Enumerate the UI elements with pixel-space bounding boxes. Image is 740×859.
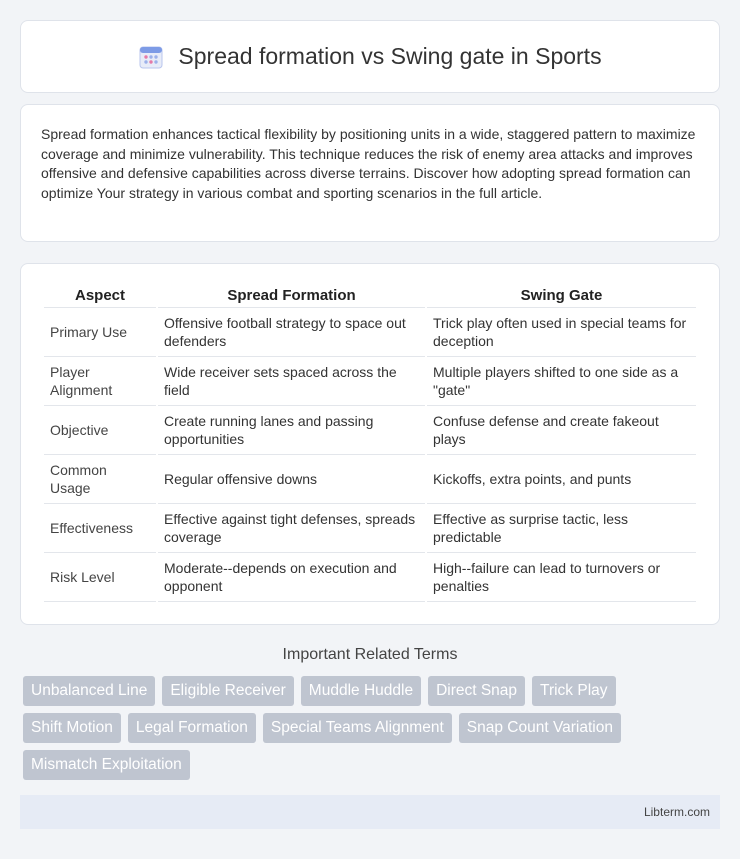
- table-row: [44, 504, 696, 553]
- related-terms-title: Important Related Terms: [282, 646, 458, 663]
- related-term-tag[interactable]: Special Teams Alignment: [263, 713, 452, 743]
- related-terms-list: [20, 676, 720, 780]
- comparison-table: [42, 284, 698, 602]
- header-aspect: Aspect: [44, 284, 156, 308]
- related-term-tag[interactable]: Mismatch Exploitation: [23, 750, 190, 780]
- page-title: Spread formation vs Swing gate in Sports: [178, 43, 602, 69]
- footer: [20, 795, 720, 829]
- related-term-tag[interactable]: Snap Count Variation: [459, 713, 621, 743]
- row-swing-value: Multiple players shifted to one side as a "gate": [427, 357, 696, 406]
- row-swing-value: High--failure can lead to turnovers or penalties: [427, 553, 696, 602]
- table-row: [44, 357, 696, 406]
- footer-site-link[interactable]: Libterm.com: [643, 805, 710, 819]
- related-term-tag[interactable]: Legal Formation: [128, 713, 256, 743]
- row-aspect: Objective: [44, 406, 156, 455]
- row-spread-value: Effective against tight defenses, spreads coverage: [158, 504, 425, 553]
- row-spread-value: Regular offensive downs: [158, 455, 425, 504]
- row-aspect: Risk Level: [44, 553, 156, 602]
- row-spread-value: Offensive football strategy to space out defenders: [158, 308, 425, 357]
- row-swing-value: Kickoffs, extra points, and punts: [427, 455, 696, 504]
- calendar-grid-icon: [138, 44, 164, 70]
- row-aspect: Effectiveness: [44, 504, 156, 553]
- row-spread-value: Create running lanes and passing opportunities: [158, 406, 425, 455]
- related-term-tag[interactable]: Eligible Receiver: [162, 676, 293, 706]
- row-spread-value: Moderate--depends on execution and opponent: [158, 553, 425, 602]
- table-row: [44, 308, 696, 357]
- header-spread-formation: Spread Formation: [158, 284, 425, 308]
- row-spread-value: Wide receiver sets spaced across the field: [158, 357, 425, 406]
- related-term-tag[interactable]: Unbalanced Line: [23, 676, 155, 706]
- related-term-tag[interactable]: Trick Play: [532, 676, 615, 706]
- header-swing-gate: Swing Gate: [427, 284, 696, 308]
- table-row: [44, 406, 696, 455]
- intro-text: Spread formation enhances tactical flexibility by positioning units in a wide, staggered pattern to maximize coverage and minimize vulnerability. This technique reduces the risk of enemy area attacks and improves offensive and defensive capabilities across diverse terrains. Discover how adopting spread formation can optimize Your strategy in various combat and sporting scenarios in the full article.: [41, 126, 696, 201]
- row-swing-value: Confuse defense and create fakeout plays: [427, 406, 696, 455]
- table-row: [44, 553, 696, 602]
- row-aspect: Player Alignment: [44, 357, 156, 406]
- row-swing-value: Effective as surprise tactic, less predictable: [427, 504, 696, 553]
- table-row: [44, 455, 696, 504]
- related-term-tag[interactable]: Muddle Huddle: [301, 676, 421, 706]
- related-term-tag[interactable]: Shift Motion: [23, 713, 121, 743]
- row-aspect: Primary Use: [44, 308, 156, 357]
- row-swing-value: Trick play often used in special teams for deception: [427, 308, 696, 357]
- header-card: [20, 20, 720, 93]
- intro-card: [20, 104, 720, 242]
- table-header-row: [44, 284, 696, 308]
- row-aspect: Common Usage: [44, 455, 156, 504]
- comparison-card: [20, 263, 720, 625]
- related-term-tag[interactable]: Direct Snap: [428, 676, 525, 706]
